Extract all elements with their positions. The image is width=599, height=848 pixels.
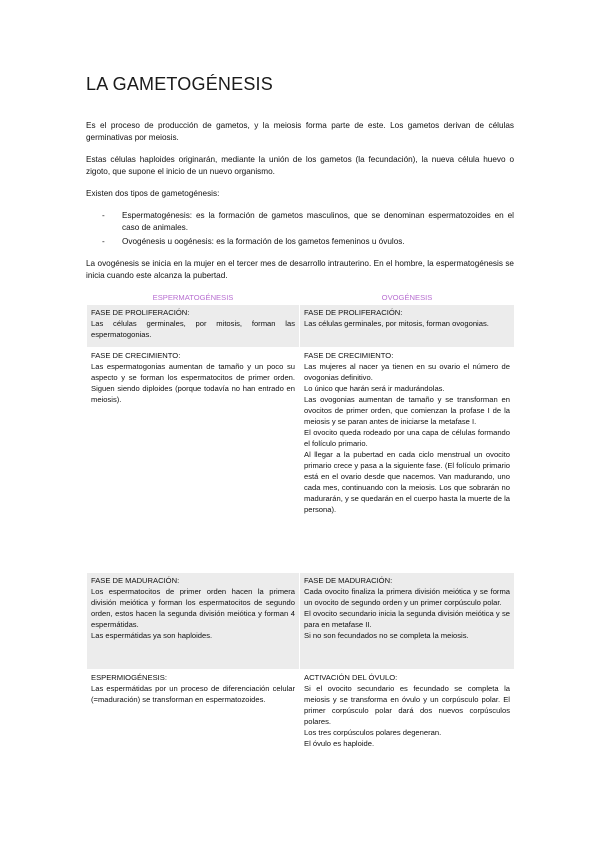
cell-text: Las células germinales, por mitosis, forman ovogonias. — [304, 319, 489, 328]
list-item-text: Espermatogénesis: es la formación de gametos masculinos, que se denominan espermatozoides en el caso de animales. — [122, 211, 514, 232]
cell-text: Los tres corpúsculos polares degeneran. — [304, 728, 442, 737]
cell-heading: ESPERMIOGÉNESIS: — [91, 673, 167, 682]
cell-text: Lo único que harán será ir madurándolas. — [304, 384, 445, 393]
cell-heading: FASE DE CRECIMIENTO: — [91, 351, 181, 360]
cell-heading: FASE DE MADURACIÓN: — [91, 576, 180, 585]
table-cell-left — [87, 305, 300, 348]
cell-text: El óvulo es haploide. — [304, 739, 375, 748]
list-item — [86, 236, 514, 248]
list-item-text: Ovogénesis u oogénesis: es la formación de los gametos femeninos u óvulos. — [122, 237, 405, 246]
table-header-row — [87, 290, 515, 305]
cell-text: Las espermátidas por un proceso de diferenciación celular (=maduración) se transforman en espermatozoides. — [91, 684, 295, 704]
types-intro-paragraph: Existen dos tipos de gametogénesis: — [86, 189, 220, 198]
cell-text: Al llegar a la pubertad en cada ciclo menstrual un ovocito primario crece y pasa a la siguiente fase. (El folículo primario está en el ovario desde que nacemos. Van madurando, uno cada mes, continuando con la meiosis. Los que sobrarán no madurarán, y se quedarán en el cuerpo hasta la muerte de la persona). — [304, 450, 511, 514]
intro-paragraph: Es el proceso de producción de gametos, y la meiosis forma parte de este. Los gametos derivan de células germinativas por meiosis. — [86, 121, 514, 142]
cell-heading: FASE DE MADURACIÓN: — [304, 576, 393, 585]
gametogenesis-types-list — [86, 210, 514, 250]
bullet-dash: - — [102, 211, 105, 220]
table-row — [87, 573, 515, 670]
haploid-paragraph: Estas células haploides originarán, mediante la unión de los gametos (la fecundación), la nueva célula huevo o zigoto, que supone el inicio de un nuevo organismo. — [86, 155, 514, 176]
cell-heading: ACTIVACIÓN DEL ÓVULO: — [304, 673, 398, 682]
column-header-espermatogenesis: ESPERMATOGÉNESIS — [152, 292, 234, 302]
comparison-table — [86, 290, 515, 763]
cell-text: El ovocito queda rodeado por una capa de células formando el folículo primario. — [304, 428, 510, 448]
page-title: LA GAMETOGÉNESIS — [86, 74, 273, 94]
table-cell-right — [300, 305, 515, 348]
table-cell-left — [87, 348, 300, 573]
table-row — [87, 305, 515, 348]
cell-text: Si no son fecundados no se completa la meiosis. — [304, 631, 469, 640]
cell-heading: FASE DE PROLIFERACIÓN: — [91, 308, 190, 317]
table-row — [87, 670, 515, 763]
table-row — [87, 348, 515, 573]
table-cell-left — [87, 573, 300, 670]
cell-text: Las espermátidas ya son haploides. — [91, 631, 213, 640]
column-header-ovogenesis: OVOGÉNESIS — [381, 292, 433, 302]
table-cell-right — [300, 670, 515, 763]
list-item — [86, 210, 514, 234]
cell-heading: FASE DE CRECIMIENTO: — [304, 351, 394, 360]
cell-text: Cada ovocito finaliza la primera división meiótica y se forma un ovocito de segundo orden y un primer corpúsculo polar. — [304, 587, 510, 607]
cell-text: Las mujeres al nacer ya tienen en su ovario el número de ovogonias definitivo. — [304, 362, 510, 382]
table-cell-left — [87, 670, 300, 763]
start-paragraph: La ovogénesis se inicia en la mujer en el tercer mes de desarrollo intrauterino. En el hombre, la espermatogénesis se inicia cuando este alcanza la pubertad. — [86, 259, 514, 280]
table-cell-right — [300, 573, 515, 670]
cell-text: Los espermatocitos de primer orden hacen la primera división meiótica y forman los espermatocitos de segundo orden, estos hacen la segunda división meiótica y forman 4 espermátidas. — [91, 587, 295, 629]
cell-heading: FASE DE PROLIFERACIÓN: — [304, 308, 403, 317]
bullet-dash: - — [102, 237, 105, 246]
cell-text: Si el ovocito secundario es fecundado se completa la meiosis y se transforma en óvulo y un corpúsculo polar. El primer corpúsculo polar dará dos nuevos corpúsculos polares. — [304, 684, 510, 726]
cell-text: Las ovogonias aumentan de tamaño y se transforman en ovocitos de primer orden, que comienzan la profase I de la meiosis y se paran antes de iniciarse la metafase I. — [304, 395, 510, 426]
cell-text: Las células germinales, por mitosis, forman las espermatogonias. — [91, 319, 295, 339]
cell-text: El ovocito secundario inicia la segunda división meiótica y se para en metafase II. — [304, 609, 510, 629]
table-cell-right — [300, 348, 515, 573]
cell-text: Las espermatogonias aumentan de tamaño y un poco su aspecto y se forman los espermatocitos de primer orden. Siguen siendo diploides (porque todavía no han entrado en meiosis). — [91, 362, 295, 404]
